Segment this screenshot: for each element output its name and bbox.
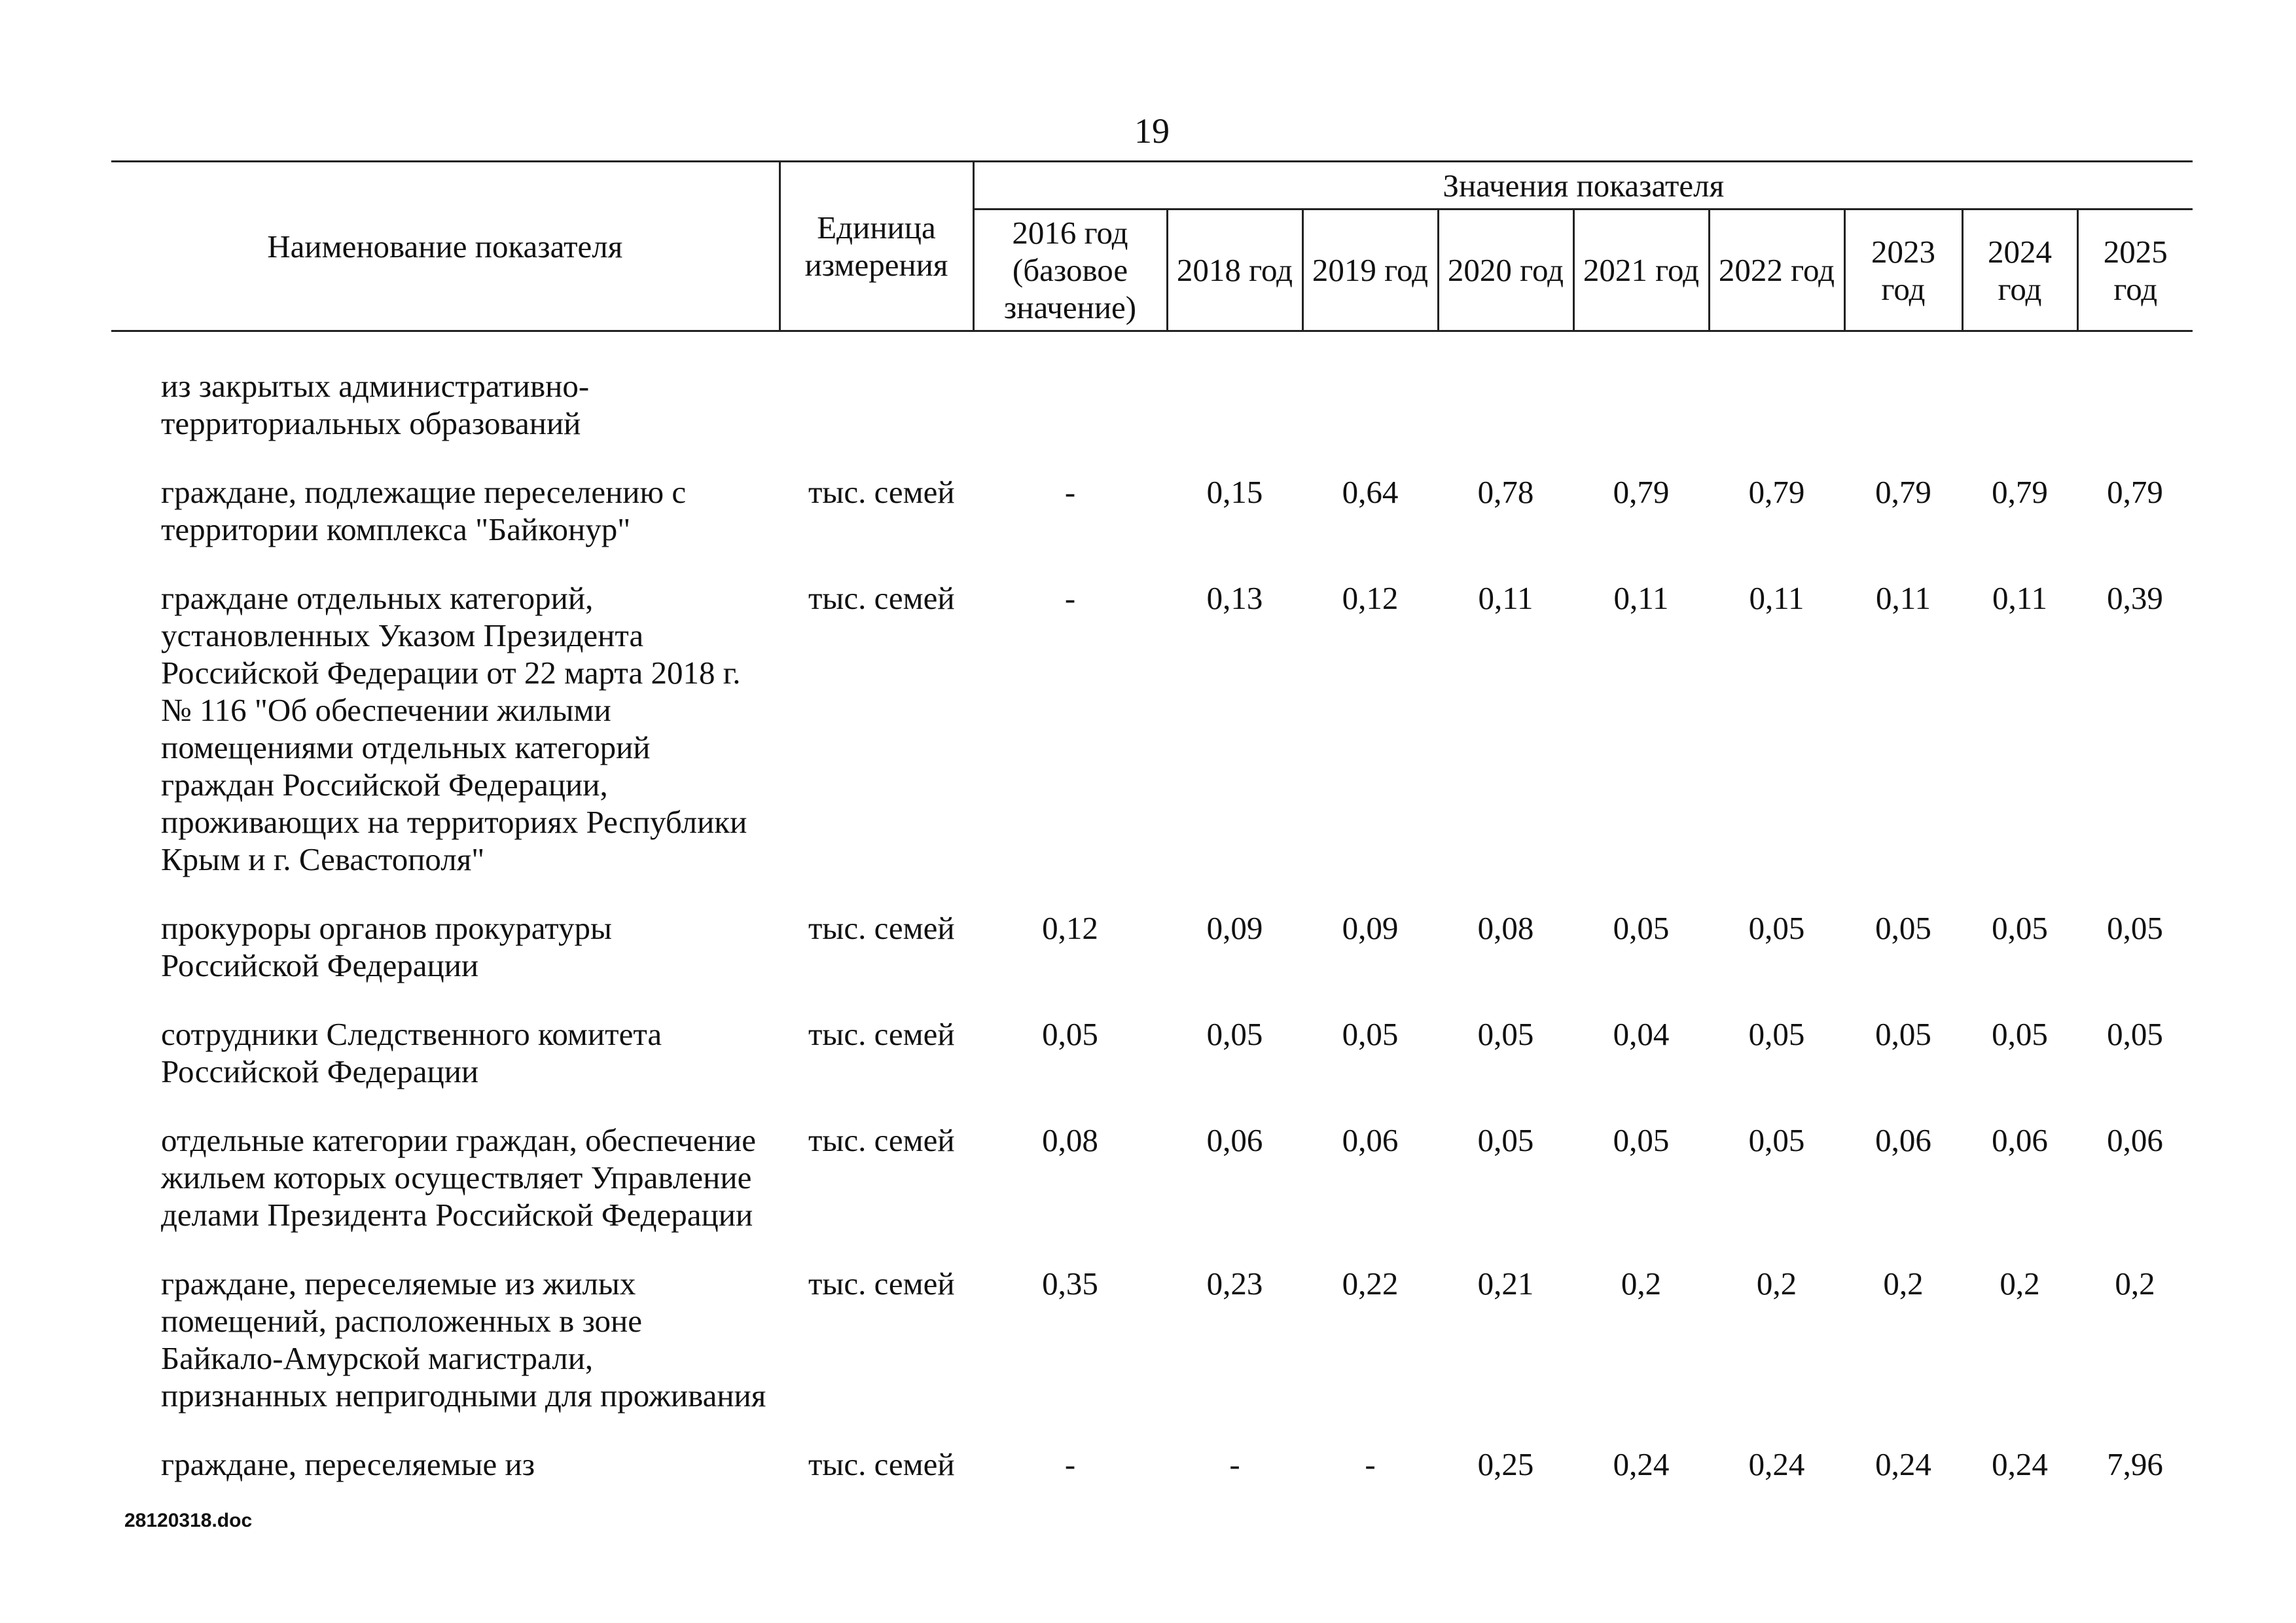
year-value-cell: 0,2 xyxy=(2115,1266,2155,1302)
year-value-cell: 0,24 xyxy=(1992,1446,2048,1482)
table-row xyxy=(111,894,2193,1000)
header-unit: Единица измерения xyxy=(780,162,973,331)
year-value-cell: 0,79 xyxy=(1748,474,1805,510)
table-spacer xyxy=(111,331,2193,352)
indicator-table xyxy=(111,160,2193,1499)
header-year: 2024 год xyxy=(1962,210,2077,331)
indicator-name: отдельные категории граждан, обеспечение жильем которых осуществляет Управление делами Президента Российской Федерации xyxy=(161,1122,756,1233)
year-value-cell: - xyxy=(1365,1446,1376,1482)
year-value-cell: 0,64 xyxy=(1342,474,1399,510)
year-value-cell xyxy=(1167,352,1302,458)
year-value-cell xyxy=(1573,352,1709,458)
indicator-unit xyxy=(780,352,973,458)
year-value-cell: 0,2 xyxy=(1883,1266,1924,1302)
year-value-cell xyxy=(1962,352,2077,458)
year-value-cell: 0,79 xyxy=(2107,474,2163,510)
year-value-cell: 0,05 xyxy=(1613,910,1670,946)
year-value-cell: 0,39 xyxy=(2107,580,2163,616)
year-value-cell: 0,05 xyxy=(1992,910,2048,946)
year-value-cell: 0,78 xyxy=(1477,474,1534,510)
year-value-cell: 0,05 xyxy=(1477,1122,1534,1158)
year-value-cell xyxy=(2077,352,2193,458)
year-value-cell xyxy=(1844,352,1962,458)
table-row xyxy=(111,564,2193,894)
indicator-unit: тыс. семей xyxy=(808,910,955,946)
header-year: 2020 год xyxy=(1438,210,1573,331)
header-year: 2018 год xyxy=(1167,210,1302,331)
year-value-cell: 0,21 xyxy=(1477,1266,1534,1302)
header-base-year: 2016 год (базовое значение) xyxy=(973,210,1167,331)
year-value-cell xyxy=(1438,352,1573,458)
year-value-cell: 0,05 xyxy=(2107,1016,2163,1052)
indicator-name: граждане отдельных категорий, установленных Указом Президента Российской Федерации от 22 марта 2018 г. № 116 "Об обеспечении жилыми помещениями отдельных категорий граждан Российской Федерации, проживающих на территориях Республики Крым и г. Севастополя" xyxy=(161,580,747,877)
table-row xyxy=(111,1249,2193,1430)
header-year: 2022 год xyxy=(1709,210,1844,331)
header-year: 2021 год xyxy=(1573,210,1709,331)
header-row-group xyxy=(111,162,2193,210)
indicator-name: граждане, переселяемые из жилых помещений, расположенных в зоне Байкало-Амурской магистрали, признанных непригодными для проживания xyxy=(161,1266,766,1413)
year-value-cell: 0,05 xyxy=(1748,910,1805,946)
table-row xyxy=(111,1430,2193,1499)
year-value-cell: 0,06 xyxy=(2107,1122,2163,1158)
year-value-cell: 0,06 xyxy=(1342,1122,1399,1158)
year-value-cell xyxy=(1709,352,1844,458)
indicator-table-container xyxy=(111,160,2193,1499)
year-value-cell: 0,2 xyxy=(2000,1266,2040,1302)
year-value-cell: 0,79 xyxy=(1613,474,1670,510)
base-value-cell: - xyxy=(1064,1446,1076,1482)
indicator-name: сотрудники Следственного комитета Российской Федерации xyxy=(161,1016,662,1089)
table-row xyxy=(111,458,2193,564)
base-value-cell: 0,08 xyxy=(1042,1122,1098,1158)
year-value-cell: 0,05 xyxy=(1477,1016,1534,1052)
base-value-cell: 0,05 xyxy=(1042,1016,1098,1052)
year-value-cell: 0,2 xyxy=(1621,1266,1662,1302)
indicator-unit: тыс. семей xyxy=(808,474,955,510)
year-value-cell: 0,06 xyxy=(1992,1122,2048,1158)
year-value-cell: 0,05 xyxy=(1875,910,1931,946)
year-value-cell: - xyxy=(1229,1446,1240,1482)
header-year: 2025 год xyxy=(2077,210,2193,331)
year-value-cell: 0,09 xyxy=(1342,910,1399,946)
table-row xyxy=(111,1000,2193,1106)
page-number: 19 xyxy=(1134,111,1170,151)
year-value-cell: 0,05 xyxy=(2107,910,2163,946)
year-value-cell: 0,11 xyxy=(1992,580,2047,616)
year-value-cell: 0,04 xyxy=(1613,1016,1670,1052)
year-value-cell: 0,24 xyxy=(1748,1446,1805,1482)
year-value-cell: 0,79 xyxy=(1875,474,1931,510)
year-value-cell: 0,05 xyxy=(1748,1016,1805,1052)
year-value-cell xyxy=(1302,352,1438,458)
table-row xyxy=(111,1106,2193,1249)
indicator-name: граждане, подлежащие переселению с территории комплекса "Байконур" xyxy=(161,474,687,547)
year-value-cell: 0,22 xyxy=(1342,1266,1399,1302)
year-value-cell: 0,2 xyxy=(1756,1266,1797,1302)
header-values-group: Значения показателя xyxy=(973,162,2193,210)
year-value-cell: 0,06 xyxy=(1875,1122,1931,1158)
base-value-cell: 0,12 xyxy=(1042,910,1098,946)
base-value-cell: - xyxy=(1064,474,1076,510)
year-value-cell: 0,05 xyxy=(1206,1016,1263,1052)
table-header xyxy=(111,162,2193,331)
base-value-cell: - xyxy=(1064,580,1076,616)
year-value-cell: 0,05 xyxy=(1613,1122,1670,1158)
year-value-cell: 0,05 xyxy=(1992,1016,2048,1052)
year-value-cell: 0,06 xyxy=(1206,1122,1263,1158)
table-body xyxy=(111,331,2193,1499)
header-year: 2023 год xyxy=(1844,210,1962,331)
indicator-unit: тыс. семей xyxy=(808,580,955,616)
document-code: 28120318.doc xyxy=(124,1510,253,1531)
year-value-cell: 0,23 xyxy=(1206,1266,1263,1302)
indicator-unit: тыс. семей xyxy=(808,1122,955,1158)
table-row xyxy=(111,352,2193,458)
year-value-cell: 0,05 xyxy=(1748,1122,1805,1158)
year-value-cell: 0,11 xyxy=(1613,580,1669,616)
year-value-cell: 0,08 xyxy=(1477,910,1534,946)
year-value-cell: 0,25 xyxy=(1477,1446,1534,1482)
year-value-cell: 0,13 xyxy=(1206,580,1263,616)
base-value-cell: 0,35 xyxy=(1042,1266,1098,1302)
year-value-cell: 0,15 xyxy=(1206,474,1263,510)
header-year: 2019 год xyxy=(1302,210,1438,331)
indicator-unit: тыс. семей xyxy=(808,1266,955,1302)
header-name: Наименование показателя xyxy=(111,162,780,331)
year-value-cell: 0,12 xyxy=(1342,580,1399,616)
indicator-unit: тыс. семей xyxy=(808,1016,955,1052)
indicator-name: из закрытых административно-территориальных образований xyxy=(161,368,590,441)
year-value-cell: 0,79 xyxy=(1992,474,2048,510)
year-value-cell: 0,11 xyxy=(1876,580,1931,616)
year-value-cell: 0,11 xyxy=(1478,580,1534,616)
indicator-name: прокуроры органов прокуратуры Российской Федерации xyxy=(161,910,612,983)
indicator-unit: тыс. семей xyxy=(808,1446,955,1482)
base-value-cell xyxy=(973,352,1167,458)
indicator-name: граждане, переселяемые из xyxy=(161,1446,535,1482)
year-value-cell: 0,05 xyxy=(1342,1016,1399,1052)
year-value-cell: 0,24 xyxy=(1875,1446,1931,1482)
year-value-cell: 0,09 xyxy=(1206,910,1263,946)
year-value-cell: 0,05 xyxy=(1875,1016,1931,1052)
year-value-cell: 7,96 xyxy=(2107,1446,2163,1482)
year-value-cell: 0,11 xyxy=(1749,580,1804,616)
year-value-cell: 0,24 xyxy=(1613,1446,1670,1482)
